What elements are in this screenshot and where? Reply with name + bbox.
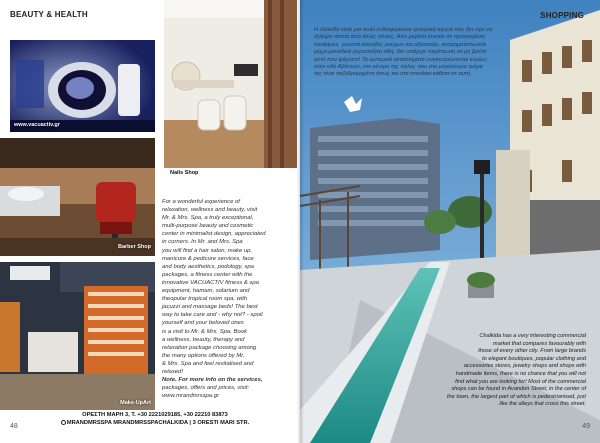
photo-makeup-shop bbox=[0, 262, 155, 410]
contact-info bbox=[30, 411, 280, 427]
text-line: you will find a hair salon, make up, bbox=[162, 247, 253, 254]
website-link[interactable]: www.mrandmrsspa.gr bbox=[162, 393, 219, 400]
text-line: center in minimalist design, appreciated bbox=[162, 231, 266, 238]
greek-line: boutiques, γνωστά αλυσίδες ρούχων και αξεσουάρ, κοσμηματοπωλεία bbox=[314, 41, 486, 48]
english-line: shops can be found in Avandon Street, in the center of bbox=[451, 386, 586, 393]
text-line: the many options offered by Mr. bbox=[162, 352, 245, 359]
caption-barber-shop: Barber Shop bbox=[117, 244, 151, 250]
text-line: packages, offers and prices, visit: bbox=[162, 385, 250, 392]
english-line: handmade items, there is no chance that you will not bbox=[455, 370, 586, 377]
page-number-right: 49 bbox=[582, 423, 590, 430]
social-icon bbox=[61, 420, 66, 425]
text-line: and body aesthetics, podology, spa bbox=[162, 263, 254, 270]
text-line: packages, a fitness center with the bbox=[162, 271, 253, 278]
text-line: innovative VACUACTIV fitness & spa bbox=[162, 279, 259, 286]
caption-website: www.vacuactiv.gr bbox=[14, 122, 60, 128]
text-line: is a visit to Mr. & Mrs. Spa. Book bbox=[162, 328, 247, 335]
text-line: jacuzzi and massage beds! The best bbox=[162, 304, 258, 311]
text-line: & Mrs. Spa and feel revitalised and bbox=[162, 360, 254, 367]
text-line: equipment, hamam, solarium and bbox=[162, 288, 250, 295]
spine-gutter bbox=[297, 0, 304, 443]
contact-social bbox=[30, 419, 280, 427]
greek-line: ζηλέψει τίποτα από άλλες πόλεις. Από μεγάλα brands σε προσεγμένες bbox=[314, 34, 486, 41]
contact-social-text: MRANDMRSSPA MRANDMRSSPACHALKIDA | 3 ORESTI MARI STR. bbox=[66, 420, 250, 426]
greek-line: αυτό που ψάχνετε! Τα εμπορικά καταστήματα συγκεντρώνονται κυρίως bbox=[314, 56, 488, 63]
makeup-shop-illustration bbox=[0, 262, 155, 410]
text-line: For a wonderful experience of bbox=[162, 199, 240, 205]
greek-line: στην οδό Αβάντων, στο κέντρο της πόλης που στο μεγαλύτερο τμήμα bbox=[314, 64, 483, 71]
text-line: way to take care and - why not? - spoil bbox=[162, 312, 263, 319]
contact-address-phone: ΟΡΕΣΤΗ ΜΑΡΗ 3, T. +30 2221029185, +30 22210 83873 bbox=[82, 412, 228, 418]
section-title-beauty: BEAUTY & HEALTH bbox=[10, 10, 88, 19]
page-number-left: 48 bbox=[10, 423, 18, 430]
greek-intro-text bbox=[314, 27, 594, 79]
english-line: to elegant boutiques, popular clothing and bbox=[482, 355, 586, 362]
photo-barber-shop bbox=[0, 138, 155, 256]
right-page bbox=[300, 0, 600, 443]
greek-line: μέχρι μοναδικά χειροποίητα είδη, δεν υπάρχει περίπτωση να μη βρείτε bbox=[314, 49, 487, 56]
greek-line: Η Χαλκίδα είναι μια πολύ ενδιαφέρουσα εμπορική αγορά που δεν έχει να bbox=[314, 27, 493, 33]
greek-line: της είναι πεζόδρομημένη όπως και στα στενάκια κάθετα σε αυτή. bbox=[314, 71, 472, 78]
english-line: those of every other city. From large brands bbox=[478, 348, 586, 355]
caption-nails-shop: Nails Shop bbox=[170, 170, 199, 176]
english-line: market that compares favourably with bbox=[493, 340, 586, 347]
text-line: multi-purpose beauty and cosmetic bbox=[162, 223, 254, 230]
english-line: accessories stores, jewelry shops and shops with bbox=[463, 363, 586, 370]
caption-makeup-shop: Make-UpArt bbox=[120, 400, 151, 406]
text-line: Note. For more info on the services, bbox=[162, 377, 263, 384]
section-title-shopping: SHOPPING bbox=[540, 11, 584, 20]
english-line: the town, the largest part of which is pedestrianised, just bbox=[447, 393, 586, 400]
spa-article-text bbox=[162, 198, 296, 400]
text-line: relaxation, wellness and beauty, visit bbox=[162, 207, 258, 214]
text-line: a wellness, beauty, therapy and bbox=[162, 336, 245, 343]
nails-shop-illustration bbox=[164, 0, 297, 168]
spa-equipment-illustration bbox=[10, 40, 155, 132]
photo-spa-equipment bbox=[10, 40, 155, 132]
text-line: in corners. In Mr. and Mrs. Spa bbox=[162, 239, 243, 246]
text-line: relaxation package choosing among bbox=[162, 344, 257, 351]
english-line: like the alleys that cross this street. bbox=[499, 401, 586, 408]
english-line: Chalkida has a very interesting commercial bbox=[479, 333, 586, 339]
text-line: relaxed! bbox=[162, 368, 183, 375]
text-line: Mr. & Mrs. Spa, a truly exceptional, bbox=[162, 215, 254, 222]
text-line: yourself and your beloved ones bbox=[162, 320, 244, 327]
text-line: manicure & pedicure services, face bbox=[162, 255, 254, 262]
text-line: theopular tropical room spa, with bbox=[162, 296, 248, 303]
english-intro-text bbox=[376, 333, 586, 409]
barber-shop-illustration bbox=[0, 138, 155, 256]
english-line: find what you are looking for! Most of the commercial bbox=[455, 378, 586, 385]
photo-nails-shop bbox=[164, 0, 297, 176]
